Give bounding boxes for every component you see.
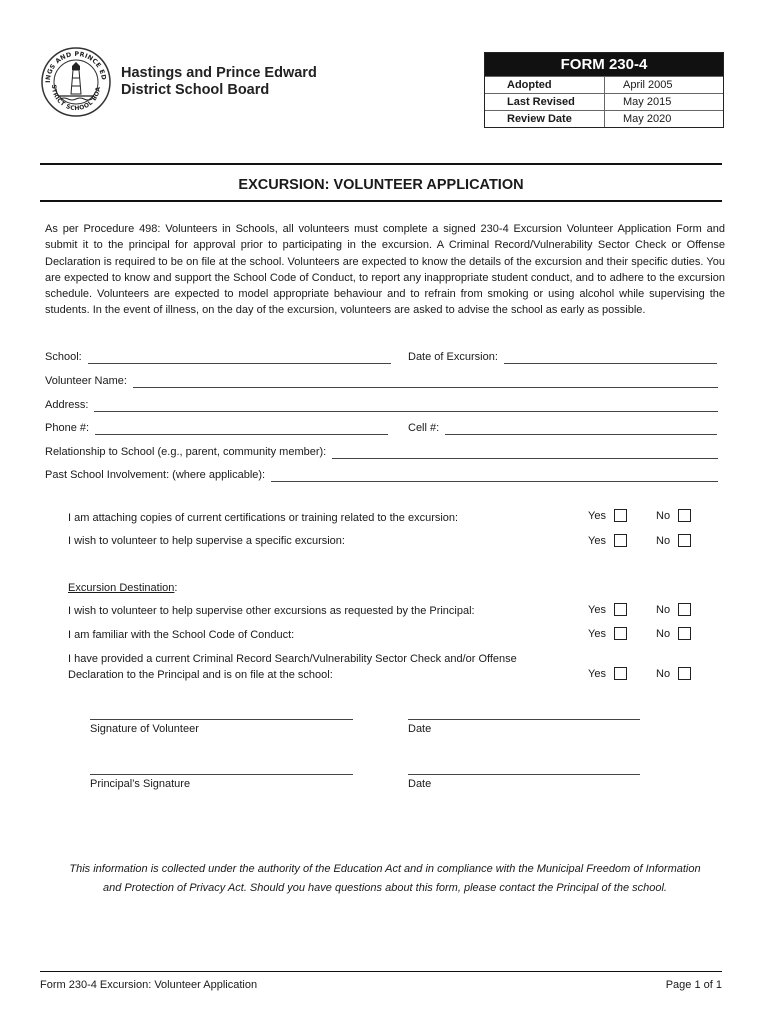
board-name: [121, 65, 317, 99]
excursion-destination-colon: :: [174, 582, 178, 594]
no-option[interactable]: [656, 667, 691, 680]
page-title: EXCURSION: VOLUNTEER APPLICATION: [238, 177, 524, 193]
form-info-row: [485, 76, 723, 93]
form-info-label: Review Date: [485, 111, 605, 127]
address-label: Address:: [45, 399, 89, 411]
volunteer-date-line[interactable]: [408, 719, 640, 720]
date-of-excursion-field[interactable]: [408, 350, 717, 364]
cell-input[interactable]: [445, 423, 717, 435]
yes-label: Yes: [588, 534, 606, 547]
principal-date-line[interactable]: [408, 774, 640, 775]
past-involvement-label: Past School Involvement: (where applicable):: [45, 469, 266, 481]
no-option[interactable]: [656, 509, 691, 522]
no-option[interactable]: [656, 603, 691, 616]
page-footer: [40, 977, 722, 991]
yes-label: Yes: [588, 603, 606, 616]
yes-label: Yes: [588, 509, 606, 522]
no-checkbox[interactable]: [678, 534, 691, 547]
form-info-label: Last Revised: [485, 94, 605, 110]
form-info-table: [484, 52, 724, 128]
volunteer-date-label: Date: [408, 723, 432, 735]
privacy-notice-line1: This information is collected under the authority of the Education Act and in compliance with the Municipal Freedom of Information: [69, 863, 701, 875]
logo-arc-bottom: STRICT SCHOOL BOA: [49, 84, 103, 113]
yes-label: Yes: [588, 667, 606, 680]
no-label: No: [656, 627, 671, 640]
logo-arc-top: INGS AND PRINCE ED: [44, 50, 108, 83]
footer-form-title: Form 230-4 Excursion: Volunteer Application: [40, 979, 258, 991]
school-field[interactable]: [45, 350, 391, 364]
yes-option[interactable]: [588, 534, 627, 547]
phone-input[interactable]: [95, 423, 388, 435]
no-checkbox[interactable]: [678, 667, 691, 680]
phone-field[interactable]: [45, 421, 388, 435]
yes-option[interactable]: [588, 627, 627, 640]
question-specific-excursion: I wish to volunteer to help supervise a specific excursion:: [68, 535, 345, 547]
question-code-of-conduct: I am familiar with the School Code of Conduct:: [68, 629, 295, 641]
privacy-notice-line2: and Protection of Privacy Act. Should you have questions about this form, please contact the Principal of the school.: [103, 881, 667, 894]
yes-checkbox[interactable]: [614, 509, 627, 522]
address-field[interactable]: [45, 398, 718, 412]
yes-checkbox[interactable]: [614, 667, 627, 680]
no-option[interactable]: [656, 534, 691, 547]
principal-date-label: Date: [408, 778, 432, 790]
yes-checkbox[interactable]: [614, 603, 627, 616]
school-label: School:: [45, 351, 82, 363]
form-info-value: April 2005: [623, 79, 673, 91]
no-label: No: [656, 534, 671, 547]
board-logo: [40, 46, 112, 118]
date-of-excursion-label: Date of Excursion:: [408, 351, 498, 363]
form-info-label: Adopted: [485, 77, 605, 93]
relationship-label: Relationship to School (e.g., parent, community member):: [45, 446, 327, 458]
question-certifications: I am attaching copies of current certifications or training related to the excursion:: [68, 512, 459, 524]
footer-page-number: Page 1 of 1: [665, 979, 722, 991]
cell-field[interactable]: [408, 421, 717, 435]
title-rule-top: [40, 163, 722, 165]
excursion-destination-label: [68, 580, 177, 596]
intro-paragraph: As per Procedure 498: Volunteers in Schools, all volunteers must complete a signed 230-4 Excursion Volunteer Application Form and submit it to the principal for approval prior to participating in the excursion. A Criminal Record/Vulnerability Sector Check or Offense Declaration is required to be on file at the school. Volunteers are expected to know the details of the excursion and their specific duties. You are expected to know and support the School Code of Conduct, to report any inappropriate student conduct, and to adhere to the excursion schedule. Volunteers are expected to model appropriate behaviour and to refrain from smoking or using alcohol while supervising the students. In the event of illness, on the day of the excursion, volunteers are asked to advise the school as early as possible.: [45, 223, 725, 317]
board-name-line1: Hastings and Prince Edward: [121, 65, 317, 81]
yes-checkbox[interactable]: [614, 534, 627, 547]
no-label: No: [656, 509, 671, 522]
no-label: No: [656, 603, 671, 616]
board-name-line2: District School Board: [121, 82, 270, 98]
form-info-row: [485, 93, 723, 110]
form-info-value: May 2020: [623, 113, 672, 125]
volunteer-name-label: Volunteer Name:: [45, 375, 127, 387]
volunteer-signature-label: Signature of Volunteer: [90, 723, 199, 735]
relationship-input[interactable]: [332, 447, 718, 459]
privacy-notice: [40, 860, 730, 897]
form-info-row: [485, 110, 723, 127]
school-input[interactable]: [88, 352, 391, 364]
yes-checkbox[interactable]: [614, 627, 627, 640]
yes-option[interactable]: [588, 667, 627, 680]
question-criminal-record-line2: Declaration to the Principal and is on file at the school:: [68, 669, 333, 681]
no-checkbox[interactable]: [678, 603, 691, 616]
question-criminal-record: [68, 651, 517, 683]
principal-signature-label: Principal’s Signature: [90, 778, 191, 790]
title-rule-bottom: [40, 200, 722, 202]
principal-signature-line[interactable]: [90, 774, 353, 775]
question-criminal-record-line1: I have provided a current Criminal Record Search/Vulnerability Sector Check and/or Offense: [68, 653, 517, 665]
no-option[interactable]: [656, 627, 691, 640]
yes-option[interactable]: [588, 603, 627, 616]
excursion-destination-text: Excursion Destination: [68, 582, 175, 594]
address-input[interactable]: [94, 400, 718, 412]
volunteer-name-field[interactable]: [45, 374, 718, 388]
no-label: No: [656, 667, 671, 680]
no-checkbox[interactable]: [678, 509, 691, 522]
form-number: FORM 230-4: [485, 53, 723, 76]
footer-rule: [40, 971, 722, 972]
phone-label: Phone #:: [45, 422, 90, 434]
relationship-field[interactable]: [45, 445, 718, 459]
yes-option[interactable]: [588, 509, 627, 522]
form-info-value: May 2015: [623, 96, 672, 108]
cell-label: Cell #:: [408, 422, 440, 434]
date-of-excursion-input[interactable]: [504, 352, 717, 364]
past-involvement-input[interactable]: [271, 470, 718, 482]
question-other-excursions: I wish to volunteer to help supervise other excursions as requested by the Principal:: [68, 605, 475, 617]
yes-label: Yes: [588, 627, 606, 640]
lighthouse-logo-icon: [40, 46, 112, 118]
volunteer-signature-line[interactable]: [90, 719, 353, 720]
no-checkbox[interactable]: [678, 627, 691, 640]
volunteer-name-input[interactable]: [133, 376, 718, 388]
past-involvement-field[interactable]: [45, 468, 718, 482]
